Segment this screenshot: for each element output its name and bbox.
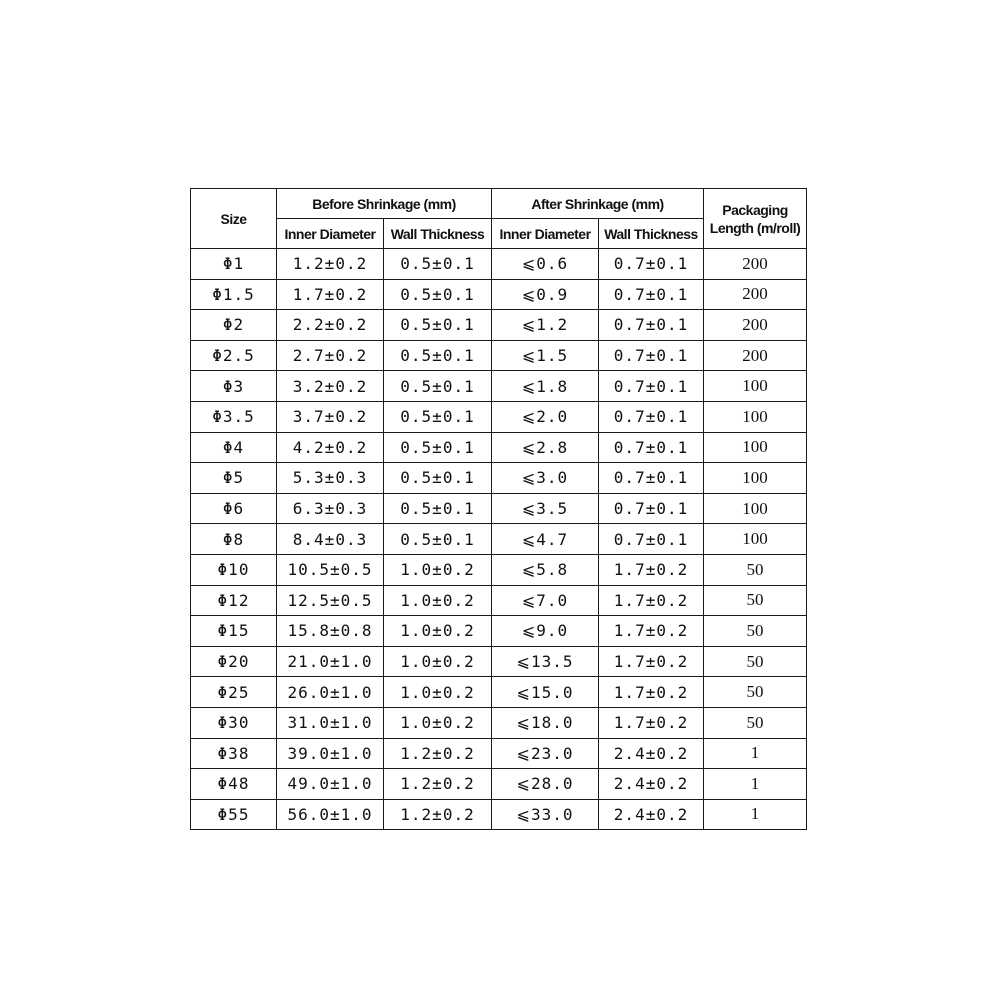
- table-row: [191, 249, 807, 280]
- after-inner-diameter-cell: ⩽4.7: [492, 524, 599, 555]
- after-inner-diameter-cell: ⩽3.0: [492, 463, 599, 494]
- before-inner-diameter-cell: 56.0±1.0: [277, 799, 384, 830]
- table-row: [191, 738, 807, 769]
- before-wall-thickness-cell: 1.2±0.2: [384, 738, 492, 769]
- before-inner-diameter-cell: 6.3±0.3: [277, 493, 384, 524]
- before-inner-diameter-cell: 3.2±0.2: [277, 371, 384, 402]
- table-row: [191, 585, 807, 616]
- packaging-length-cell: 100: [704, 371, 807, 402]
- after-inner-diameter-header: Inner Diameter: [492, 219, 599, 249]
- before-wall-thickness-cell: 0.5±0.1: [384, 401, 492, 432]
- packaging-length-cell: 100: [704, 401, 807, 432]
- table-row: [191, 340, 807, 371]
- table-row: [191, 524, 807, 555]
- table-row: [191, 646, 807, 677]
- before-inner-diameter-cell: 1.7±0.2: [277, 279, 384, 310]
- size-cell: Φ12: [191, 585, 277, 616]
- size-cell: Φ48: [191, 769, 277, 800]
- after-wall-thickness-cell: 1.7±0.2: [599, 585, 704, 616]
- packaging-length-cell: 50: [704, 646, 807, 677]
- size-cell: Φ10: [191, 554, 277, 585]
- packaging-length-header: Packaging Length (m/roll): [704, 189, 807, 249]
- after-inner-diameter-cell: ⩽9.0: [492, 616, 599, 647]
- table-row: [191, 432, 807, 463]
- after-wall-thickness-cell: 2.4±0.2: [599, 738, 704, 769]
- before-inner-diameter-cell: 39.0±1.0: [277, 738, 384, 769]
- packaging-length-cell: 200: [704, 340, 807, 371]
- after-wall-thickness-cell: 0.7±0.1: [599, 463, 704, 494]
- size-cell: Φ15: [191, 616, 277, 647]
- after-inner-diameter-cell: ⩽7.0: [492, 585, 599, 616]
- before-inner-diameter-cell: 12.5±0.5: [277, 585, 384, 616]
- before-wall-thickness-cell: 0.5±0.1: [384, 463, 492, 494]
- before-wall-thickness-cell: 0.5±0.1: [384, 279, 492, 310]
- after-wall-thickness-cell: 0.7±0.1: [599, 493, 704, 524]
- packaging-length-cell: 1: [704, 769, 807, 800]
- before-inner-diameter-cell: 15.8±0.8: [277, 616, 384, 647]
- size-cell: Φ55: [191, 799, 277, 830]
- after-wall-thickness-cell: 0.7±0.1: [599, 340, 704, 371]
- packaging-length-cell: 1: [704, 799, 807, 830]
- size-header: Size: [191, 189, 277, 249]
- after-wall-thickness-cell: 1.7±0.2: [599, 646, 704, 677]
- table-row: [191, 616, 807, 647]
- size-cell: Φ30: [191, 707, 277, 738]
- table-header: [191, 189, 807, 249]
- size-cell: Φ3.5: [191, 401, 277, 432]
- before-inner-diameter-cell: 21.0±1.0: [277, 646, 384, 677]
- after-wall-thickness-cell: 0.7±0.1: [599, 310, 704, 341]
- before-wall-thickness-cell: 1.0±0.2: [384, 554, 492, 585]
- before-wall-thickness-cell: 1.2±0.2: [384, 799, 492, 830]
- before-wall-thickness-header: Wall Thickness: [384, 219, 492, 249]
- after-wall-thickness-header: Wall Thickness: [599, 219, 704, 249]
- before-wall-thickness-cell: 0.5±0.1: [384, 249, 492, 280]
- header-row-top: [191, 189, 807, 219]
- after-inner-diameter-cell: ⩽18.0: [492, 707, 599, 738]
- before-wall-thickness-cell: 0.5±0.1: [384, 524, 492, 555]
- size-cell: Φ4: [191, 432, 277, 463]
- before-shrinkage-header: Before Shrinkage (mm): [277, 189, 492, 219]
- packaging-length-cell: 50: [704, 554, 807, 585]
- packaging-length-cell: 200: [704, 310, 807, 341]
- size-cell: Φ6: [191, 493, 277, 524]
- after-inner-diameter-cell: ⩽2.8: [492, 432, 599, 463]
- table-row: [191, 310, 807, 341]
- after-wall-thickness-cell: 2.4±0.2: [599, 769, 704, 800]
- packaging-length-cell: 100: [704, 432, 807, 463]
- before-wall-thickness-cell: 0.5±0.1: [384, 340, 492, 371]
- size-cell: Φ1.5: [191, 279, 277, 310]
- after-wall-thickness-cell: 0.7±0.1: [599, 371, 704, 402]
- before-inner-diameter-cell: 26.0±1.0: [277, 677, 384, 708]
- after-wall-thickness-cell: 1.7±0.2: [599, 677, 704, 708]
- before-wall-thickness-cell: 1.0±0.2: [384, 616, 492, 647]
- table-body: [191, 249, 807, 830]
- before-inner-diameter-cell: 2.7±0.2: [277, 340, 384, 371]
- before-inner-diameter-cell: 3.7±0.2: [277, 401, 384, 432]
- after-wall-thickness-cell: 0.7±0.1: [599, 432, 704, 463]
- packaging-length-cell: 1: [704, 738, 807, 769]
- after-inner-diameter-cell: ⩽1.5: [492, 340, 599, 371]
- size-cell: Φ2: [191, 310, 277, 341]
- after-inner-diameter-cell: ⩽0.6: [492, 249, 599, 280]
- after-inner-diameter-cell: ⩽2.0: [492, 401, 599, 432]
- size-cell: Φ25: [191, 677, 277, 708]
- before-inner-diameter-cell: 1.2±0.2: [277, 249, 384, 280]
- size-cell: Φ1: [191, 249, 277, 280]
- before-wall-thickness-cell: 0.5±0.1: [384, 432, 492, 463]
- after-wall-thickness-cell: 0.7±0.1: [599, 401, 704, 432]
- before-inner-diameter-cell: 8.4±0.3: [277, 524, 384, 555]
- packaging-length-cell: 50: [704, 616, 807, 647]
- after-inner-diameter-cell: ⩽1.8: [492, 371, 599, 402]
- after-wall-thickness-cell: 0.7±0.1: [599, 249, 704, 280]
- packaging-length-cell: 100: [704, 463, 807, 494]
- before-wall-thickness-cell: 1.0±0.2: [384, 707, 492, 738]
- after-wall-thickness-cell: 1.7±0.2: [599, 616, 704, 647]
- after-wall-thickness-cell: 2.4±0.2: [599, 799, 704, 830]
- after-inner-diameter-cell: ⩽15.0: [492, 677, 599, 708]
- table-row: [191, 707, 807, 738]
- before-wall-thickness-cell: 1.0±0.2: [384, 585, 492, 616]
- before-wall-thickness-cell: 1.0±0.2: [384, 646, 492, 677]
- after-shrinkage-header: After Shrinkage (mm): [492, 189, 704, 219]
- before-inner-diameter-header: Inner Diameter: [277, 219, 384, 249]
- packaging-length-cell: 50: [704, 677, 807, 708]
- before-wall-thickness-cell: 1.2±0.2: [384, 769, 492, 800]
- after-inner-diameter-cell: ⩽1.2: [492, 310, 599, 341]
- table-row: [191, 493, 807, 524]
- table-row: [191, 371, 807, 402]
- packaging-length-cell: 50: [704, 707, 807, 738]
- table-row: [191, 799, 807, 830]
- size-cell: Φ8: [191, 524, 277, 555]
- table-row: [191, 769, 807, 800]
- before-wall-thickness-cell: 0.5±0.1: [384, 310, 492, 341]
- size-cell: Φ3: [191, 371, 277, 402]
- packaging-length-cell: 50: [704, 585, 807, 616]
- size-cell: Φ20: [191, 646, 277, 677]
- after-inner-diameter-cell: ⩽33.0: [492, 799, 599, 830]
- before-inner-diameter-cell: 49.0±1.0: [277, 769, 384, 800]
- after-inner-diameter-cell: ⩽0.9: [492, 279, 599, 310]
- packaging-length-cell: 200: [704, 279, 807, 310]
- after-wall-thickness-cell: 1.7±0.2: [599, 707, 704, 738]
- before-inner-diameter-cell: 10.5±0.5: [277, 554, 384, 585]
- spec-table: [190, 188, 807, 830]
- before-inner-diameter-cell: 2.2±0.2: [277, 310, 384, 341]
- table-row: [191, 463, 807, 494]
- table-row: [191, 554, 807, 585]
- after-wall-thickness-cell: 0.7±0.1: [599, 279, 704, 310]
- after-inner-diameter-cell: ⩽3.5: [492, 493, 599, 524]
- after-wall-thickness-cell: 1.7±0.2: [599, 554, 704, 585]
- table-row: [191, 279, 807, 310]
- size-cell: Φ2.5: [191, 340, 277, 371]
- before-inner-diameter-cell: 31.0±1.0: [277, 707, 384, 738]
- after-inner-diameter-cell: ⩽28.0: [492, 769, 599, 800]
- after-inner-diameter-cell: ⩽13.5: [492, 646, 599, 677]
- size-cell: Φ5: [191, 463, 277, 494]
- before-inner-diameter-cell: 4.2±0.2: [277, 432, 384, 463]
- table-row: [191, 401, 807, 432]
- before-inner-diameter-cell: 5.3±0.3: [277, 463, 384, 494]
- packaging-length-cell: 200: [704, 249, 807, 280]
- packaging-length-cell: 100: [704, 493, 807, 524]
- packaging-length-cell: 100: [704, 524, 807, 555]
- after-wall-thickness-cell: 0.7±0.1: [599, 524, 704, 555]
- before-wall-thickness-cell: 0.5±0.1: [384, 371, 492, 402]
- after-inner-diameter-cell: ⩽5.8: [492, 554, 599, 585]
- size-cell: Φ38: [191, 738, 277, 769]
- after-inner-diameter-cell: ⩽23.0: [492, 738, 599, 769]
- before-wall-thickness-cell: 1.0±0.2: [384, 677, 492, 708]
- table-row: [191, 677, 807, 708]
- before-wall-thickness-cell: 0.5±0.1: [384, 493, 492, 524]
